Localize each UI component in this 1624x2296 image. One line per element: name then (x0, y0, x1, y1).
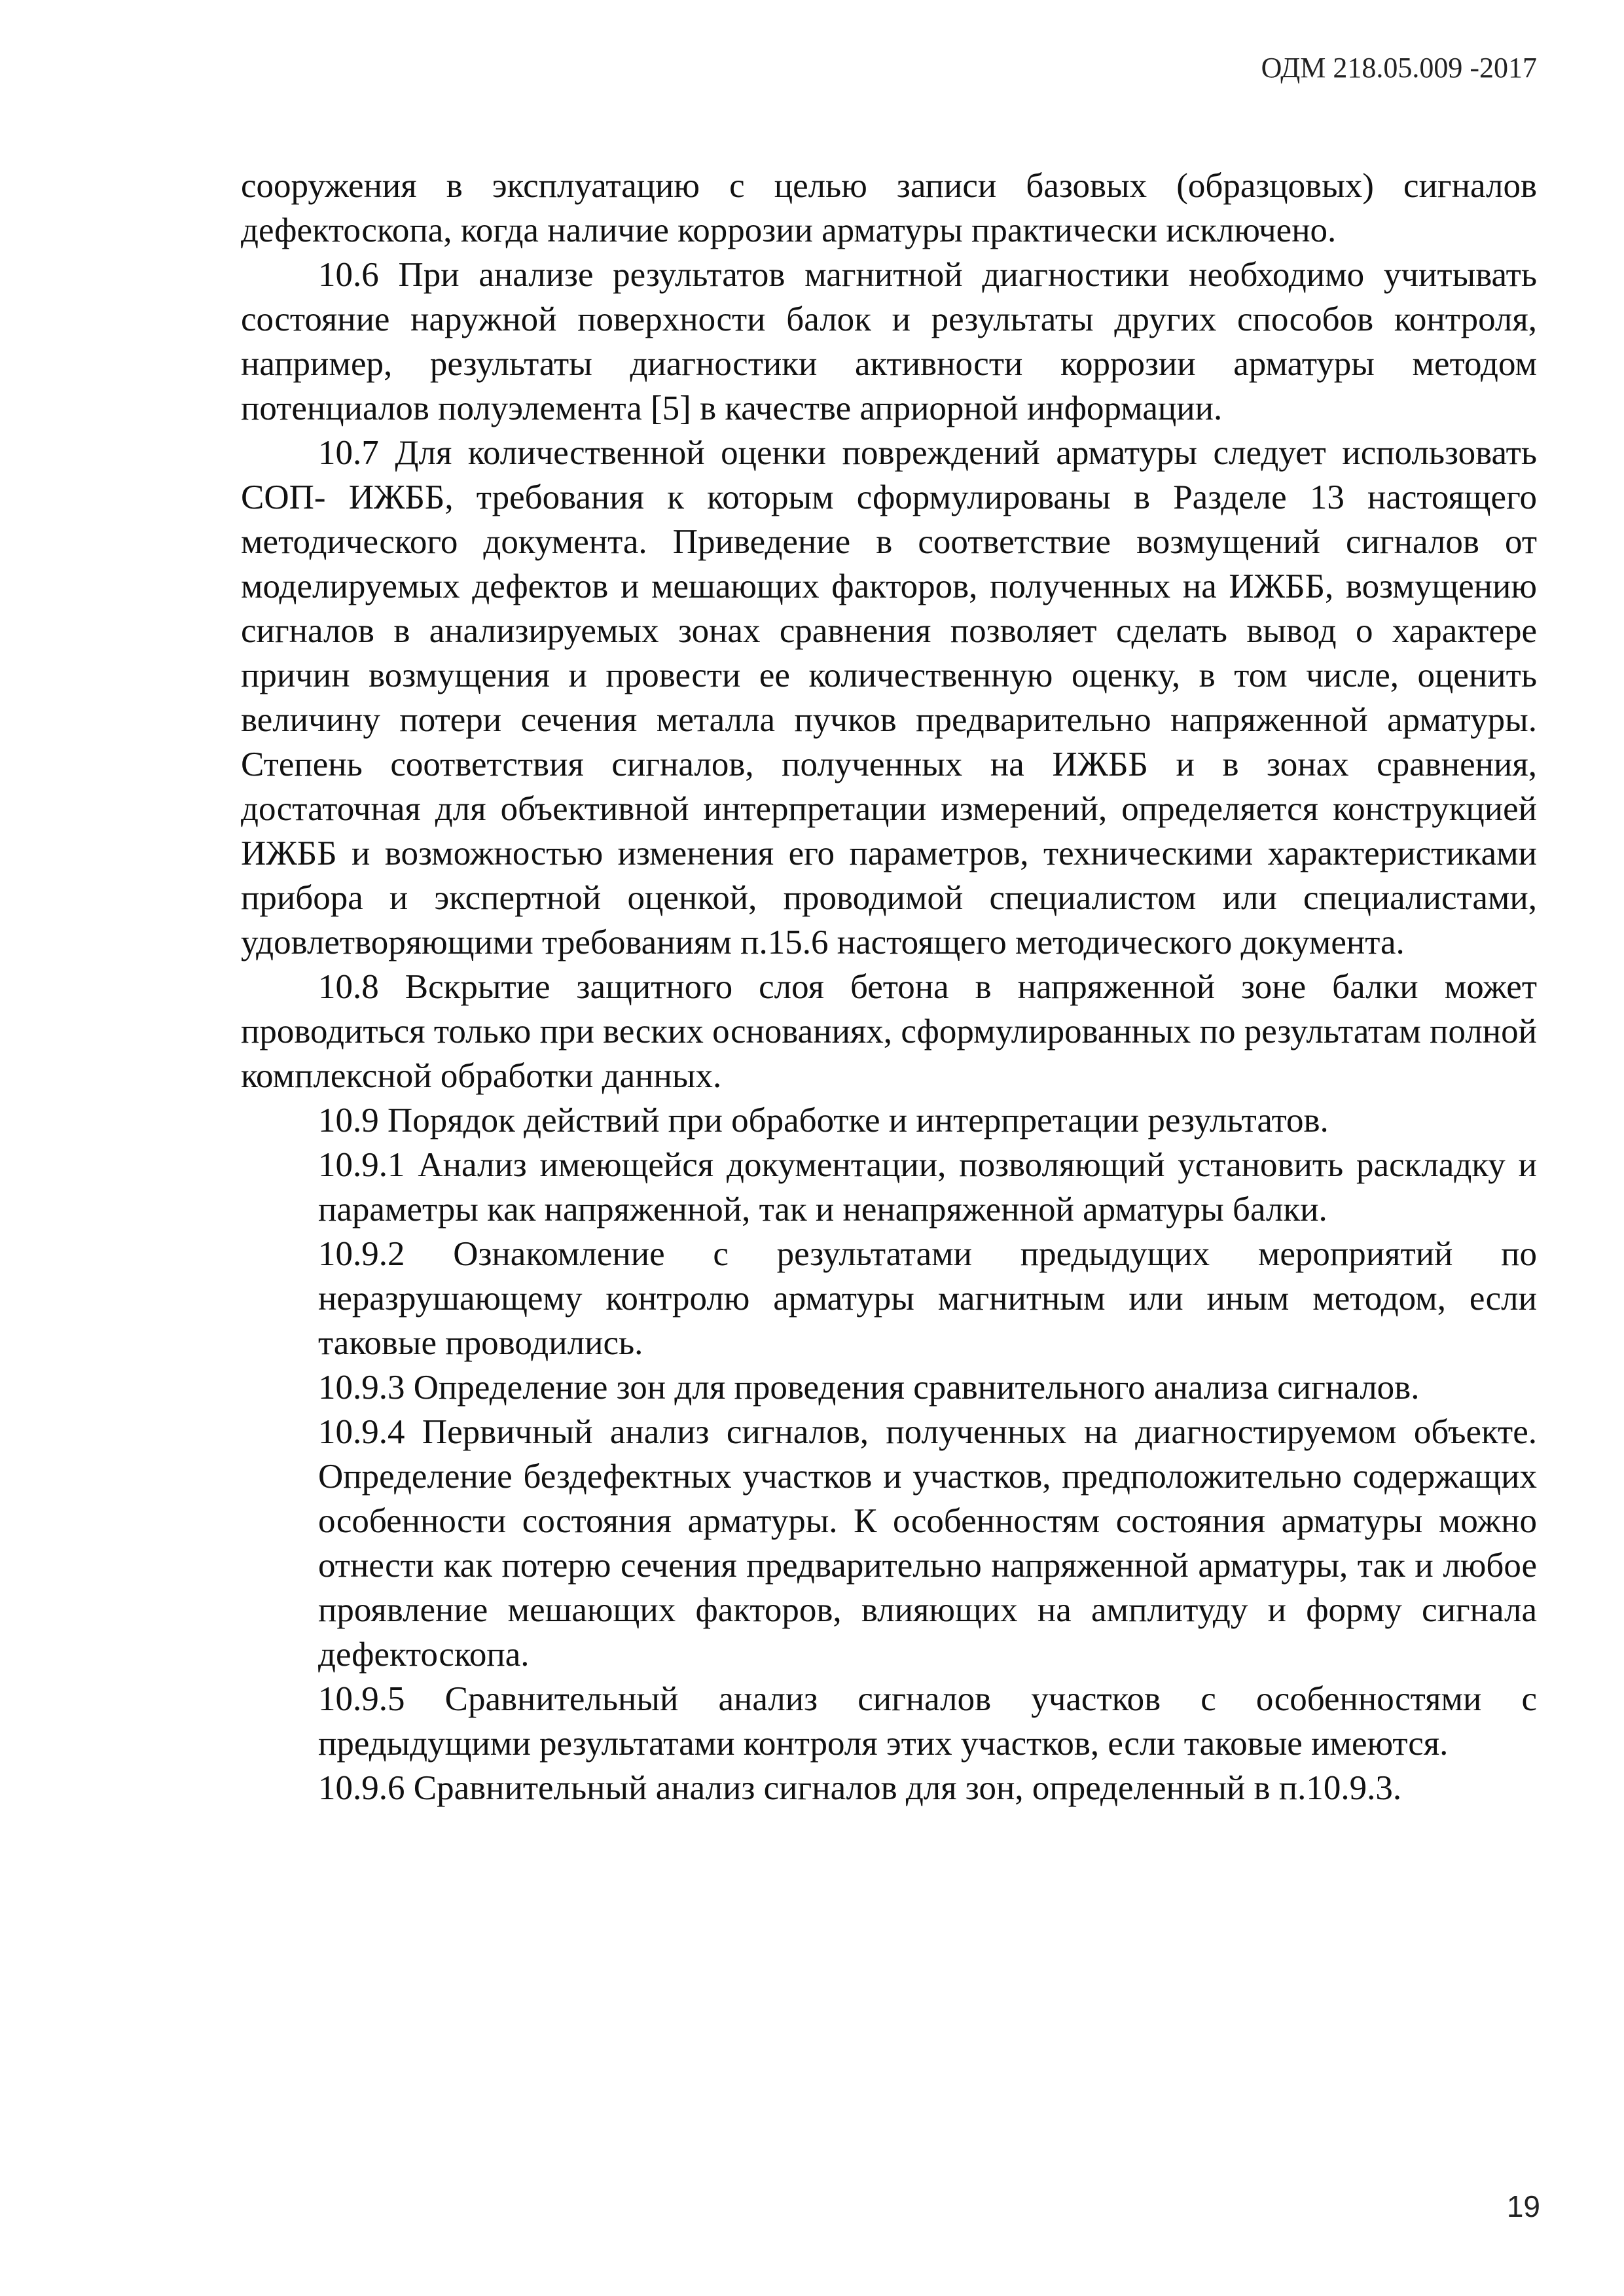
paragraph-10-8: 10.8 Вскрытие защитного слоя бетона в напряженной зоне балки может проводиться только при веских основаниях, сформулированных по результатам полной комплексной обработки данных. (241, 968, 1537, 1095)
paragraph-continuation: сооружения в эксплуатацию с целью записи базовых (образцовых) сигналов дефектоскопа, когда наличие коррозии арматуры практически исключено. (241, 167, 1537, 249)
paragraph-10-7: 10.7 Для количественной оценки повреждений арматуры следует использовать СОП- ИЖББ, требования к которым сформулированы в Разделе 13 настоящего методического документа. Приведение в соответствие возмущений сигналов от моделируемых дефектов и мешающих факторов, полученных на ИЖББ, возмущению сигналов в анализируемых зонах сравнения позволяет сделать вывод о характере причин возмущения и провести ее количественную оценку, в том числе, оценить величину потери сечения металла пучков предварительно напряженной арматуры. Степень соответствия сигналов, полученных на ИЖББ и в зонах сравнения, достаточная для объективной интерпретации измерений, определяется конструкцией ИЖББ и возможностью изменения его параметров, техническими характеристиками прибора и экспертной оценкой, проводимой специалистом или специалистами, удовлетворяющими требованиям п.15.6 настоящего методического документа. (241, 434, 1537, 961)
subitem-10-9-3: 10.9.3 Определение зон для проведения сравнительного анализа сигналов. (318, 1369, 1420, 1407)
subitem-10-9-1: 10.9.1 Анализ имеющейся документации, позволяющий установить раскладку и параметры как напряженной, так и ненапряженной арматуры балки. (318, 1146, 1537, 1229)
document-code-header: ОДМ 218.05.009 -2017 (1261, 52, 1537, 84)
paragraph-10-6: 10.6 При анализе результатов магнитной диагностики необходимо учитывать состояние наружной поверхности балок и результаты других способов контроля, например, результаты диагностики активности коррозии арматуры методом потенциалов полуэлемента [5] в качестве априорной информации. (241, 256, 1537, 427)
page-number: 19 (1506, 2189, 1540, 2223)
paragraph-10-9: 10.9 Порядок действий при обработке и интерпретации результатов. (318, 1102, 1329, 1139)
subitem-10-9-4: 10.9.4 Первичный анализ сигналов, полученных на диагностируемом объекте. Определение бездефектных участков и участков, предположительно содержащих особенности состояния арматуры. К особенностям состояния арматуры можно отнести как потерю сечения предварительно напряженной арматуры, так и любое проявление мешающих факторов, влияющих на амплитуду и форму сигнала дефектоскопа. (318, 1413, 1537, 1674)
subitem-10-9-2: 10.9.2 Ознакомление с результатами предыдущих мероприятий по неразрушающему контролю арматуры магнитным или иным методом, если таковые проводились. (318, 1235, 1537, 1362)
body-text (241, 164, 1537, 1810)
subitem-10-9-5: 10.9.5 Сравнительный анализ сигналов участков с особенностями с предыдущими результатами контроля этих участков, если таковые имеются. (318, 1680, 1537, 1763)
subitem-10-9-6: 10.9.6 Сравнительный анализ сигналов для зон, определенный в п.10.9.3. (318, 1769, 1402, 1807)
